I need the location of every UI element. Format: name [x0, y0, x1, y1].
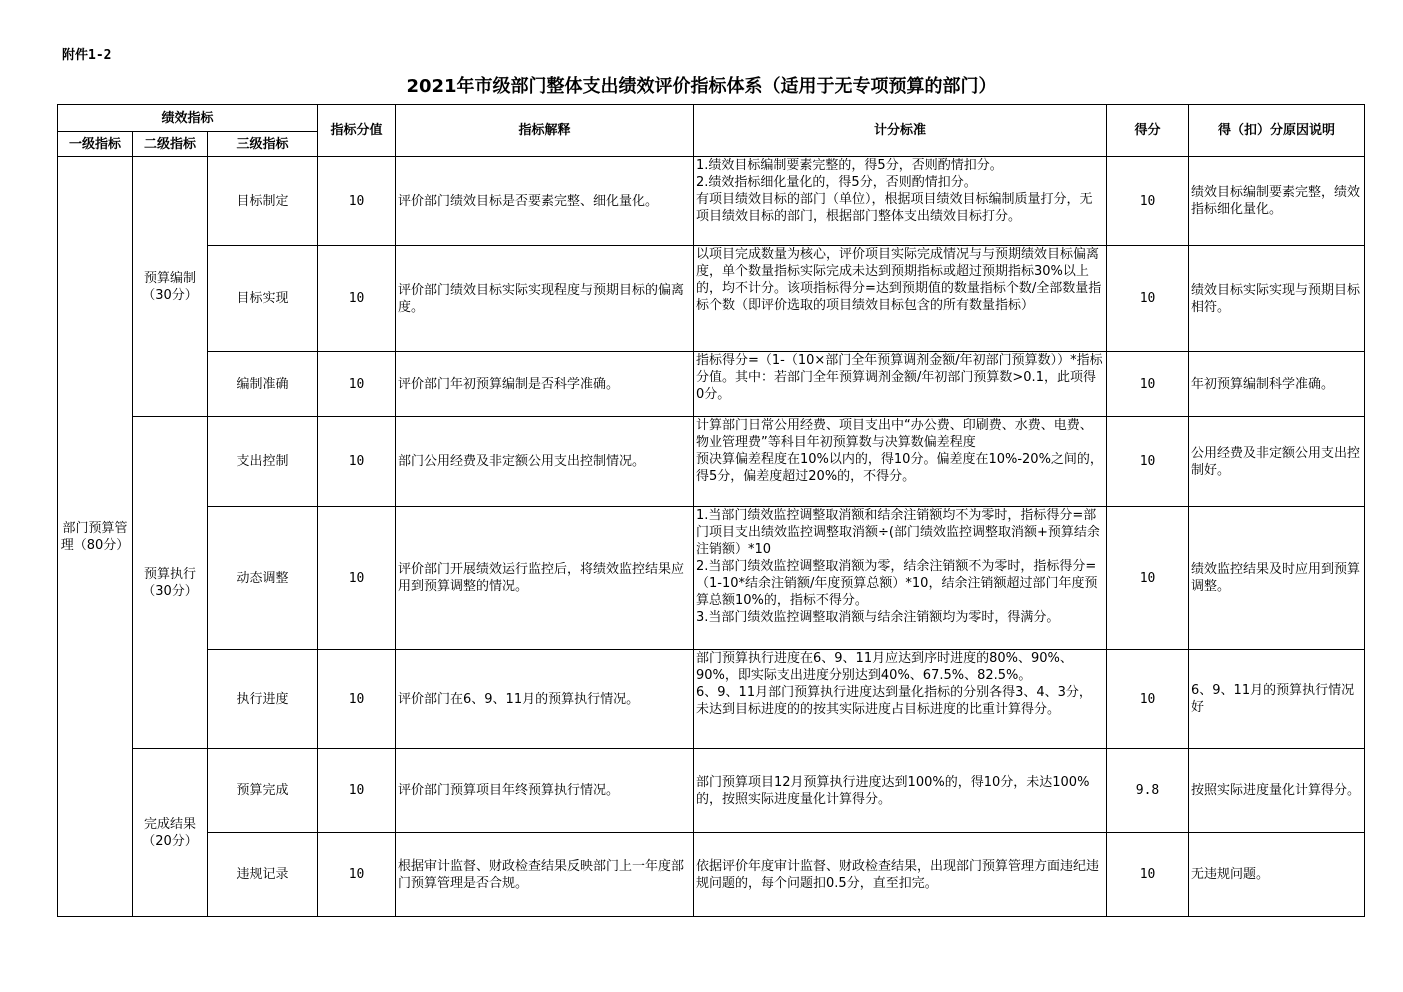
header-performance-indicator: 绩效指标 [58, 105, 318, 132]
score-cell: 10 [1107, 833, 1189, 917]
reason-cell: 无违规问题。 [1189, 833, 1365, 917]
score-cell: 9.8 [1107, 749, 1189, 833]
level3-cell: 目标实现 [208, 246, 318, 352]
level2-cell: 预算编制（30分） [133, 157, 208, 417]
standard-line: 指标得分=（1-（10×部门全年预算调剂金额/年初部门预算数））*指标分值。其中：若部门全年预算调剂金额/年初部门预算数>0.1，此项得0分。 [696, 353, 1103, 402]
score-cell: 10 [1107, 507, 1189, 650]
value-cell: 10 [318, 352, 396, 417]
header-level1: 一级指标 [58, 132, 133, 157]
reason-cell: 年初预算编制科学准确。 [1189, 352, 1365, 417]
level3-cell: 编制准确 [208, 352, 318, 417]
value-cell: 10 [318, 749, 396, 833]
header-reason: 得（扣）分原因说明 [1189, 105, 1365, 157]
level2-cell: 预算执行（30分） [133, 417, 208, 749]
header-explanation: 指标解释 [396, 105, 694, 157]
standard-cell [694, 157, 1107, 246]
reason-cell: 公用经费及非定额公用支出控制好。 [1189, 417, 1365, 507]
standard-line: 部门预算项目12月预算执行进度达到100%的，得10分，未达100%的，按照实际进度量化计算得分。 [696, 774, 1090, 807]
level3-cell: 违规记录 [208, 833, 318, 917]
score-cell: 10 [1107, 650, 1189, 749]
score-cell: 10 [1107, 417, 1189, 507]
header-level3: 三级指标 [208, 132, 318, 157]
page-title: 2021年市级部门整体支出绩效评价指标体系（适用于无专项预算的部门） [406, 76, 997, 97]
explanation-cell: 评价部门绩效目标是否要素完整、细化量化。 [396, 157, 694, 246]
level3-cell: 执行进度 [208, 650, 318, 749]
standard-cell [694, 352, 1107, 417]
explanation-cell: 部门公用经费及非定额公用支出控制情况。 [396, 417, 694, 507]
value-cell: 10 [318, 246, 396, 352]
standard-line: 1.绩效目标编制要素完整的，得5分，否则酌情扣分。 [696, 158, 1003, 173]
standard-cell [694, 749, 1107, 833]
explanation-cell: 评价部门在6、9、11月的预算执行情况。 [396, 650, 694, 749]
reason-cell: 绩效目标实际实现与预期目标相符。 [1189, 246, 1365, 352]
standard-line: 以项目完成数量为核心，评价项目实际完成情况与与预期绩效目标偏离度，单个数量指标实际完成未达到预期指标或超过预期指标30%以上的，均不计分。该项指标得分=达到预期值的数量指标个数/全部数量指标个数（即评价选取的项目绩效目标包含的所有数量指标） [696, 247, 1102, 313]
standard-line: 2.当部门绩效监控调整取消额为零，结余注销额不为零时，指标得分=（1-10*结余注销额/年度预算总额）*10，结余注销额超过部门年度预算总额10%的，指标不得分。 [696, 559, 1098, 608]
reason-cell: 6、9、11月的预算执行情况好 [1189, 650, 1365, 749]
reason-cell: 绩效监控结果及时应用到预算调整。 [1189, 507, 1365, 650]
standard-cell [694, 417, 1107, 507]
standard-line: 预决算偏差程度在10%以内的，得10分。偏差度在10%-20%之间的，得5分，偏差度超过20%的，不得分。 [696, 452, 1103, 484]
level3-cell: 目标制定 [208, 157, 318, 246]
score-cell: 10 [1107, 157, 1189, 246]
standard-line: 有项目绩效目标的部门（单位），根据项目绩效目标编制质量打分，无项目绩效目标的部门，根据部门整体支出绩效目标打分。 [696, 192, 1093, 224]
level3-cell: 预算完成 [208, 749, 318, 833]
standard-line: 6、9、11月部门预算执行进度达到量化指标的分别各得3、4、3分，未达到目标进度的的按其实际进度占目标进度的比重计算得分。 [696, 685, 1092, 717]
standard-line: 3.当部门绩效监控调整取消额与结余注销额均为零时，得满分。 [696, 610, 1060, 625]
indicator-table [57, 104, 1365, 917]
reason-cell: 按照实际进度量化计算得分。 [1189, 749, 1365, 833]
level1-cell: 部门预算管理（80分） [58, 157, 133, 917]
value-cell: 10 [318, 833, 396, 917]
score-cell: 10 [1107, 246, 1189, 352]
standard-line: 依据评价年度审计监督、财政检查结果，出现部门预算管理方面违纪违规问题的，每个问题扣0.5分，直至扣完。 [696, 858, 1100, 891]
standard-cell [694, 507, 1107, 650]
explanation-cell: 评价部门年初预算编制是否科学准确。 [396, 352, 694, 417]
level2-cell: 完成结果（20分） [133, 749, 208, 917]
header-scoring-standard: 计分标准 [694, 105, 1107, 157]
value-cell: 10 [318, 650, 396, 749]
standard-cell [694, 246, 1107, 352]
value-cell: 10 [318, 157, 396, 246]
header-score: 得分 [1107, 105, 1189, 157]
attachment-label: 附件1-2 [62, 48, 112, 63]
standard-cell [694, 650, 1107, 749]
explanation-cell: 根据审计监督、财政检查结果反映部门上一年度部门预算管理是否合规。 [396, 833, 694, 917]
header-level2: 二级指标 [133, 132, 208, 157]
value-cell: 10 [318, 417, 396, 507]
standard-line: 1.当部门绩效监控调整取消额和结余注销额均不为零时，指标得分=部门项目支出绩效监控调整取消额÷(部门绩效监控调整取消额+预算结余注销额）*10 [696, 508, 1100, 557]
explanation-cell: 评价部门绩效目标实际实现程度与预期目标的偏离度。 [396, 246, 694, 352]
standard-cell [694, 833, 1107, 917]
standard-line: 2.绩效指标细化量化的，得5分，否则酌情扣分。 [696, 175, 977, 190]
reason-cell: 绩效目标编制要素完整，绩效指标细化量化。 [1189, 157, 1365, 246]
header-score-value: 指标分值 [318, 105, 396, 157]
standard-line: 部门预算执行进度在6、9、11月应达到序时进度的80%、90%、90%，即实际支出进度分别达到40%、67.5%、82.5%。 [696, 651, 1073, 683]
explanation-cell: 评价部门预算项目年终预算执行情况。 [396, 749, 694, 833]
level3-cell: 动态调整 [208, 507, 318, 650]
level3-cell: 支出控制 [208, 417, 318, 507]
score-cell: 10 [1107, 352, 1189, 417]
standard-line: 计算部门日常公用经费、项目支出中“办公费、印刷费、水费、电费、物业管理费”等科目年初预算数与决算数偏差程度 [696, 418, 1093, 450]
explanation-cell: 评价部门开展绩效运行监控后，将绩效监控结果应用到预算调整的情况。 [396, 507, 694, 650]
value-cell: 10 [318, 507, 396, 650]
